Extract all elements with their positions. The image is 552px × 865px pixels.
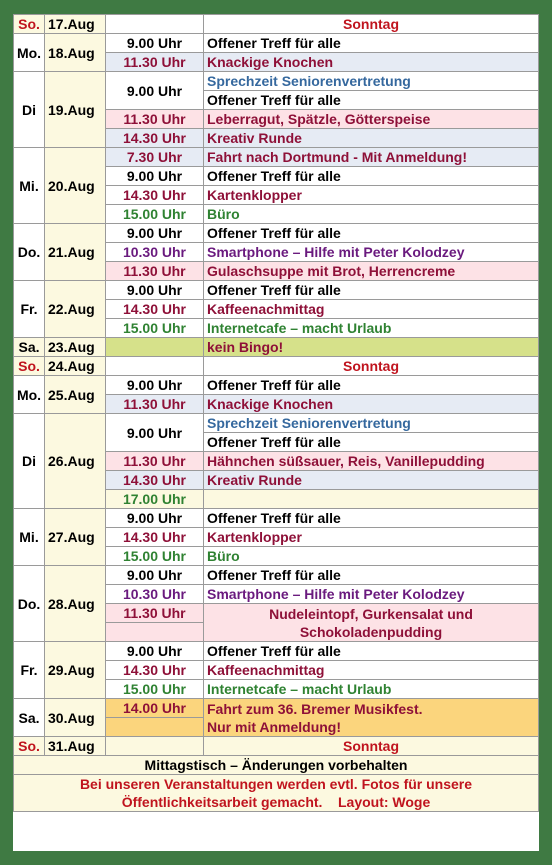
event-time: 17.00 Uhr: [106, 490, 204, 509]
event-time: 15.00 Uhr: [106, 319, 204, 338]
footer-row: [14, 775, 539, 794]
event-text: Sprechzeit Seniorenvertretung: [204, 414, 539, 433]
row-event: [14, 281, 539, 300]
weekday: Fr.: [14, 281, 45, 338]
event-time: 9.00 Uhr: [106, 642, 204, 661]
weekday: Mo.: [14, 34, 45, 72]
event-text: Knackige Knochen: [204, 53, 539, 72]
event-time: 9.00 Uhr: [106, 376, 204, 395]
date: 30.Aug: [45, 699, 106, 737]
row-sunday-31: [14, 737, 539, 756]
event-text: Kaffeenachmittag: [204, 661, 539, 680]
event-text: Offener Treff für alle: [204, 224, 539, 243]
weekday: So.: [14, 737, 45, 756]
event-time: 11.30 Uhr: [106, 452, 204, 471]
date: 17.Aug: [45, 15, 106, 34]
row-event: [14, 376, 539, 395]
weekday: So.: [14, 357, 45, 376]
event-time: 9.00 Uhr: [106, 281, 204, 300]
row-event: [14, 566, 539, 585]
date: 26.Aug: [45, 414, 106, 509]
weekday: Mi.: [14, 148, 45, 224]
row-saturday-23: [14, 338, 539, 357]
time-cell: [106, 623, 204, 642]
event-text-line: Nur mit Anmeldung!: [207, 718, 342, 735]
event-time: 11.30 Uhr: [106, 604, 204, 623]
weekday: Do.: [14, 566, 45, 642]
event-time: 11.30 Uhr: [106, 395, 204, 414]
footer-note-lunch: Mittagstisch – Änderungen vorbehalten: [14, 756, 539, 775]
schedule-table: [13, 14, 539, 812]
weekday: Sa.: [14, 699, 45, 737]
sunday-label: Sonntag: [204, 15, 539, 34]
event-text: Offener Treff für alle: [204, 376, 539, 395]
event-text: Gulaschsuppe mit Brot, Herrencreme: [204, 262, 539, 281]
row-event: [14, 72, 539, 91]
date: 27.Aug: [45, 509, 106, 566]
event-text: Sprechzeit Seniorenvertretung: [204, 72, 539, 91]
sunday-label: Sonntag: [204, 737, 539, 756]
event-text: Kreativ Runde: [204, 471, 539, 490]
sunday-label: Sonntag: [204, 357, 539, 376]
event-time: 9.00 Uhr: [106, 414, 204, 452]
date: 24.Aug: [45, 357, 106, 376]
event-time: 9.00 Uhr: [106, 167, 204, 186]
weekday: So.: [14, 15, 45, 34]
event-text: Leberragut, Spätzle, Götterspeise: [204, 110, 539, 129]
event-text: Offener Treff für alle: [204, 566, 539, 585]
date: 21.Aug: [45, 224, 106, 281]
event-text: Kartenklopper: [204, 186, 539, 205]
event-text: Offener Treff für alle: [204, 509, 539, 528]
footer-row: [14, 793, 539, 812]
time-cell: [106, 737, 204, 756]
row-event: [14, 148, 539, 167]
weekday: Mo.: [14, 376, 45, 414]
row-event: [14, 642, 539, 661]
event-time: 10.30 Uhr: [106, 243, 204, 262]
time-cell: [106, 338, 204, 357]
footer-row: [14, 756, 539, 775]
row-sunday-17: [14, 15, 539, 34]
date: 20.Aug: [45, 148, 106, 224]
row-event: [14, 414, 539, 433]
weekday: Sa.: [14, 338, 45, 357]
event-time: 9.00 Uhr: [106, 34, 204, 53]
event-text: Internetcafe – macht Urlaub: [204, 680, 539, 699]
event-text: Offener Treff für alle: [204, 91, 539, 110]
event-text: Offener Treff für alle: [204, 167, 539, 186]
time-cell: [106, 15, 204, 34]
event-time: 15.00 Uhr: [106, 205, 204, 224]
event-text-multiline: [204, 604, 539, 642]
weekday: Di: [14, 72, 45, 148]
date: 22.Aug: [45, 281, 106, 338]
event-time: 9.00 Uhr: [106, 72, 204, 110]
event-text-multiline: [204, 699, 539, 737]
event-text: Internetcafe – macht Urlaub: [204, 319, 539, 338]
event-text: Offener Treff für alle: [204, 281, 539, 300]
row-event: [14, 509, 539, 528]
event-text: Offener Treff für alle: [204, 642, 539, 661]
event-text-line: Nudeleintopf, Gurkensalat und: [269, 605, 473, 622]
event-text: Kaffeenachmittag: [204, 300, 539, 319]
event-time: 14.30 Uhr: [106, 186, 204, 205]
event-time: 14.00 Uhr: [106, 699, 204, 718]
weekday: Do.: [14, 224, 45, 281]
date: 19.Aug: [45, 72, 106, 148]
event-text-line: Schokoladenpudding: [299, 623, 443, 640]
event-time: 14.30 Uhr: [106, 300, 204, 319]
row-event: [14, 224, 539, 243]
event-text: kein Bingo!: [204, 338, 539, 357]
event-time: 14.30 Uhr: [106, 661, 204, 680]
event-text: Fahrt nach Dortmund - Mit Anmeldung!: [204, 148, 539, 167]
event-time: 15.00 Uhr: [106, 547, 204, 566]
event-text: Offener Treff für alle: [204, 34, 539, 53]
event-time: 11.30 Uhr: [106, 110, 204, 129]
event-time: 11.30 Uhr: [106, 53, 204, 72]
event-time: 15.00 Uhr: [106, 680, 204, 699]
event-text: Hähnchen süßsauer, Reis, Vanillepudding: [204, 452, 539, 471]
event-text: Offener Treff für alle: [204, 433, 539, 452]
date: 25.Aug: [45, 376, 106, 414]
event-time: 9.00 Uhr: [106, 566, 204, 585]
date: 28.Aug: [45, 566, 106, 642]
row-event: [14, 34, 539, 53]
event-text: Büro: [204, 205, 539, 224]
event-time: 14.30 Uhr: [106, 129, 204, 148]
date: 18.Aug: [45, 34, 106, 72]
event-text-line: Fahrt zum 36. Bremer Musikfest.: [207, 700, 423, 717]
event-time: 10.30 Uhr: [106, 585, 204, 604]
event-text: Kreativ Runde: [204, 129, 539, 148]
event-text: Knackige Knochen: [204, 395, 539, 414]
event-time: 14.30 Uhr: [106, 528, 204, 547]
time-cell: [106, 357, 204, 376]
event-text: Smartphone – Hilfe mit Peter Kolodzey: [204, 585, 539, 604]
event-text: Smartphone – Hilfe mit Peter Kolodzey: [204, 243, 539, 262]
date: 29.Aug: [45, 642, 106, 699]
event-time: 9.00 Uhr: [106, 224, 204, 243]
date: 31.Aug: [45, 737, 106, 756]
date: 23.Aug: [45, 338, 106, 357]
footer-note-layout: Öffentlichkeitsarbeit gemacht. Layout: Woge: [14, 793, 539, 812]
event-text: [204, 490, 539, 509]
event-time: 14.30 Uhr: [106, 471, 204, 490]
row-sunday-24: [14, 357, 539, 376]
event-text: Kartenklopper: [204, 528, 539, 547]
event-text: Büro: [204, 547, 539, 566]
event-time: 11.30 Uhr: [106, 262, 204, 281]
row-event: [14, 699, 539, 718]
footer-note-photos: Bei unseren Veranstaltungen werden evtl. Fotos für unsere: [14, 775, 539, 794]
weekday: Fr.: [14, 642, 45, 699]
time-cell: [106, 718, 204, 737]
weekday: Mi.: [14, 509, 45, 566]
weekday: Di: [14, 414, 45, 509]
event-time: 7.30 Uhr: [106, 148, 204, 167]
event-time: 9.00 Uhr: [106, 509, 204, 528]
